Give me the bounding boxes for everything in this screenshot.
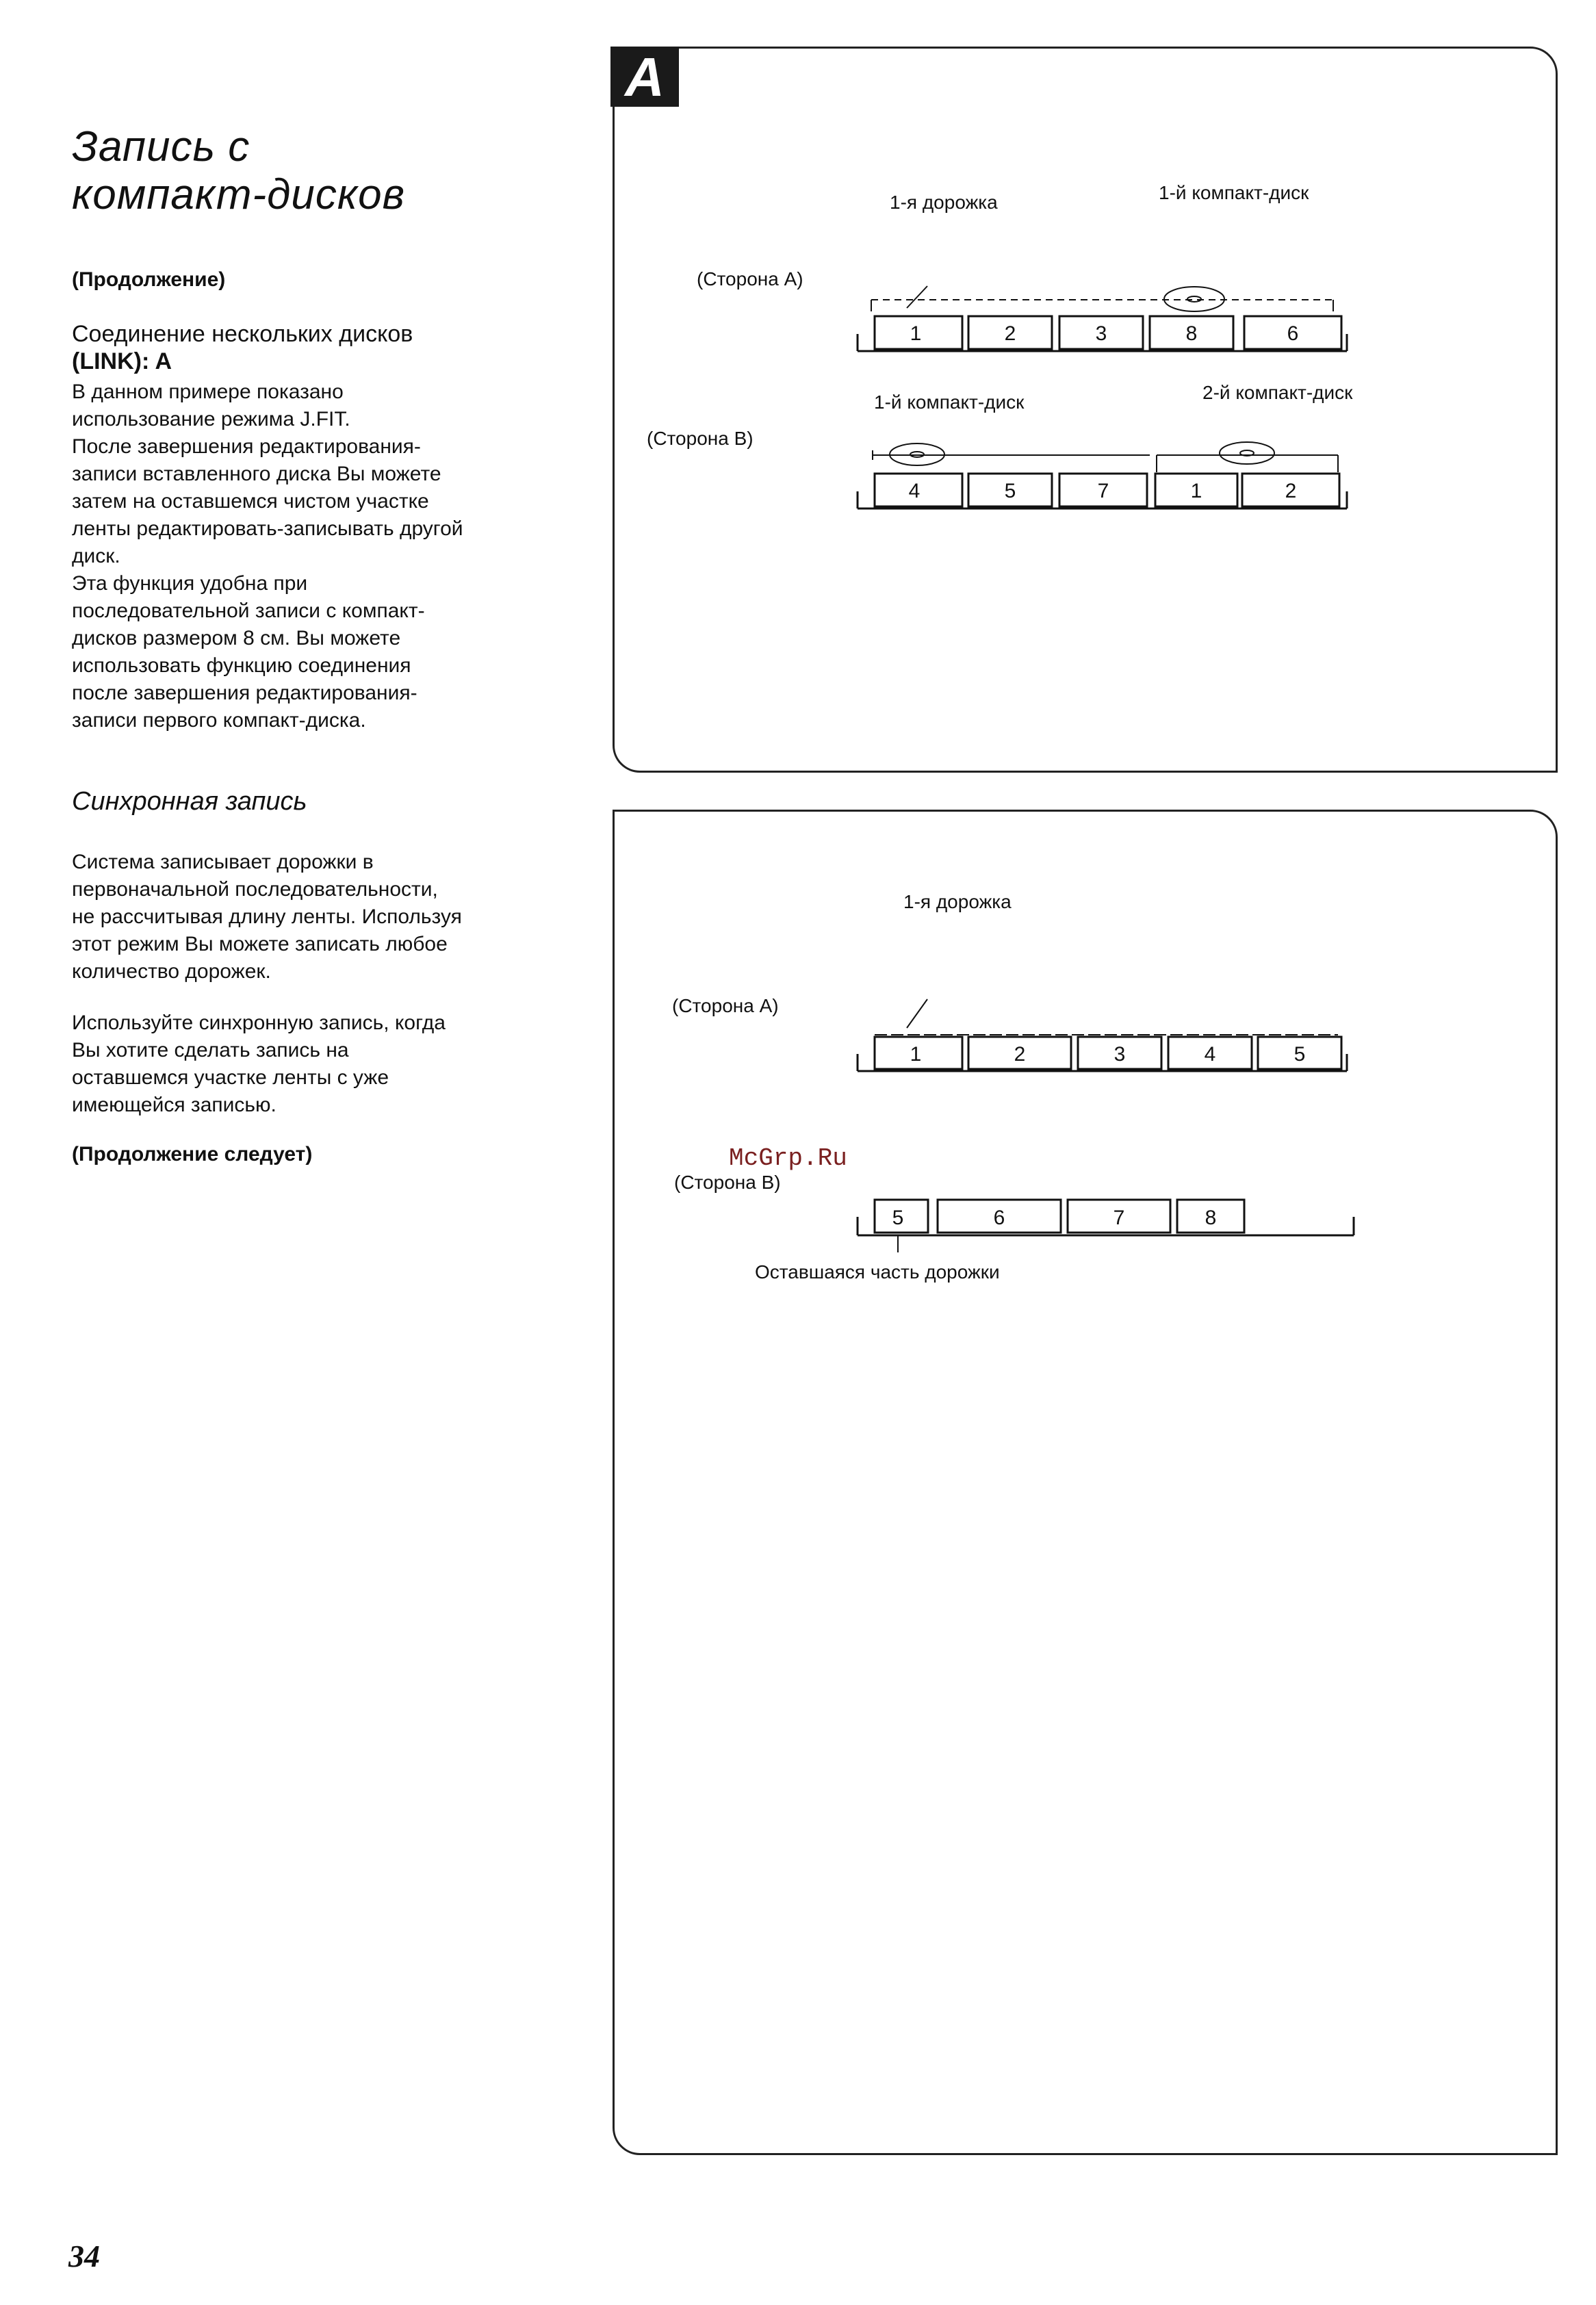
link-heading-line1: Соединение нескольких дисков [72,321,413,347]
panel-b-side-b-track-label: 5 [892,1207,904,1229]
panel-b-side-a-track-label: 1 [910,1043,922,1066]
panel-a-side-b-track-label: 2 [1285,480,1297,502]
panel-a-side-b-track-label: 7 [1097,480,1109,502]
panel-b-side-b-track-label: 6 [993,1207,1005,1229]
sync-body-1: Система записывает дорожки в первоначальной последовательности, не рассчитывая длину ленты. Используя этот режим Вы можете записать любое количество дорожек. [72,851,462,983]
figure-badge-a: A [610,47,679,107]
panel-a-side-b-track-label: 1 [1190,480,1202,502]
panel-b-side-b-track-label: 7 [1113,1207,1125,1229]
panel-b-side-a-track-label: 3 [1114,1043,1126,1066]
panel-b-side-a-track-label: 4 [1204,1043,1216,1066]
panel-a-side-b-track-label: 4 [908,480,921,502]
page-title-line1: Запись с [72,123,250,170]
link-body: В данном примере показано использование режима J.FIT. После завершения редактирования- записи вставленного диска Вы можете затем на оставшемся чистом участке ленты редактировать-записывать другой диск. Эта функция удобна при последовательной записи с компакт- дисков размером 8 см. Вы можете использовать функцию соединения после завершения редактирования- записи первого компакт-диска. [72,381,463,732]
page-title-line2: компакт-дисков [72,171,405,218]
panel-a-side-a-track-label: 2 [1004,322,1016,345]
page-number: 34 [68,2239,100,2274]
watermark: McGrp.Ru [729,1144,847,1172]
to-be-continued: (Продолжение следует) [72,1143,313,1166]
panel-a-side-a-track-label: 8 [1185,322,1198,345]
panel-a-side-a-track-label: 3 [1095,322,1107,345]
panel-a-side-b-track-label: 5 [1004,480,1016,502]
panel-a-side-a-track-label: 1 [910,322,922,345]
panel-a-side-b-label: (Сторона B) [647,428,754,449]
panel-b-side-a-track-label: 5 [1293,1043,1306,1066]
panel-b-first-track-label: 1-я дорожка [903,891,1012,912]
panel-a-side-a-label: (Сторона A) [697,268,803,289]
sync-heading: Синхронная запись [72,787,307,816]
panel-a-first-cd-label: 1-й компакт-диск [874,391,1025,413]
panel-b-side-a-label: (Сторона A) [672,995,779,1016]
panel-a-side-a-track-label: 6 [1287,322,1299,345]
panel-a-first-track-label: 1-я дорожка [890,192,998,213]
panel-a-second-cd-label: 2-й компакт-диск [1202,382,1353,403]
panel-b-side-a-track-label: 2 [1014,1043,1026,1066]
panel-b-side-b-track-label: 8 [1205,1207,1217,1229]
panel-a-first-cd-top-label: 1-й компакт-диск [1159,182,1309,203]
sync-body-2: Используйте синхронную запись, когда Вы хотите сделать запись на оставшемся участке ленты с уже имеющейся записью. [72,1012,446,1116]
panel-b-side-b-label: (Сторона B) [674,1172,781,1193]
continued-label: (Продолжение) [72,268,226,291]
link-heading-line2: (LINK): A [72,348,172,374]
panel-b-remaining-label: Оставшаяся часть дорожки [755,1261,1000,1283]
